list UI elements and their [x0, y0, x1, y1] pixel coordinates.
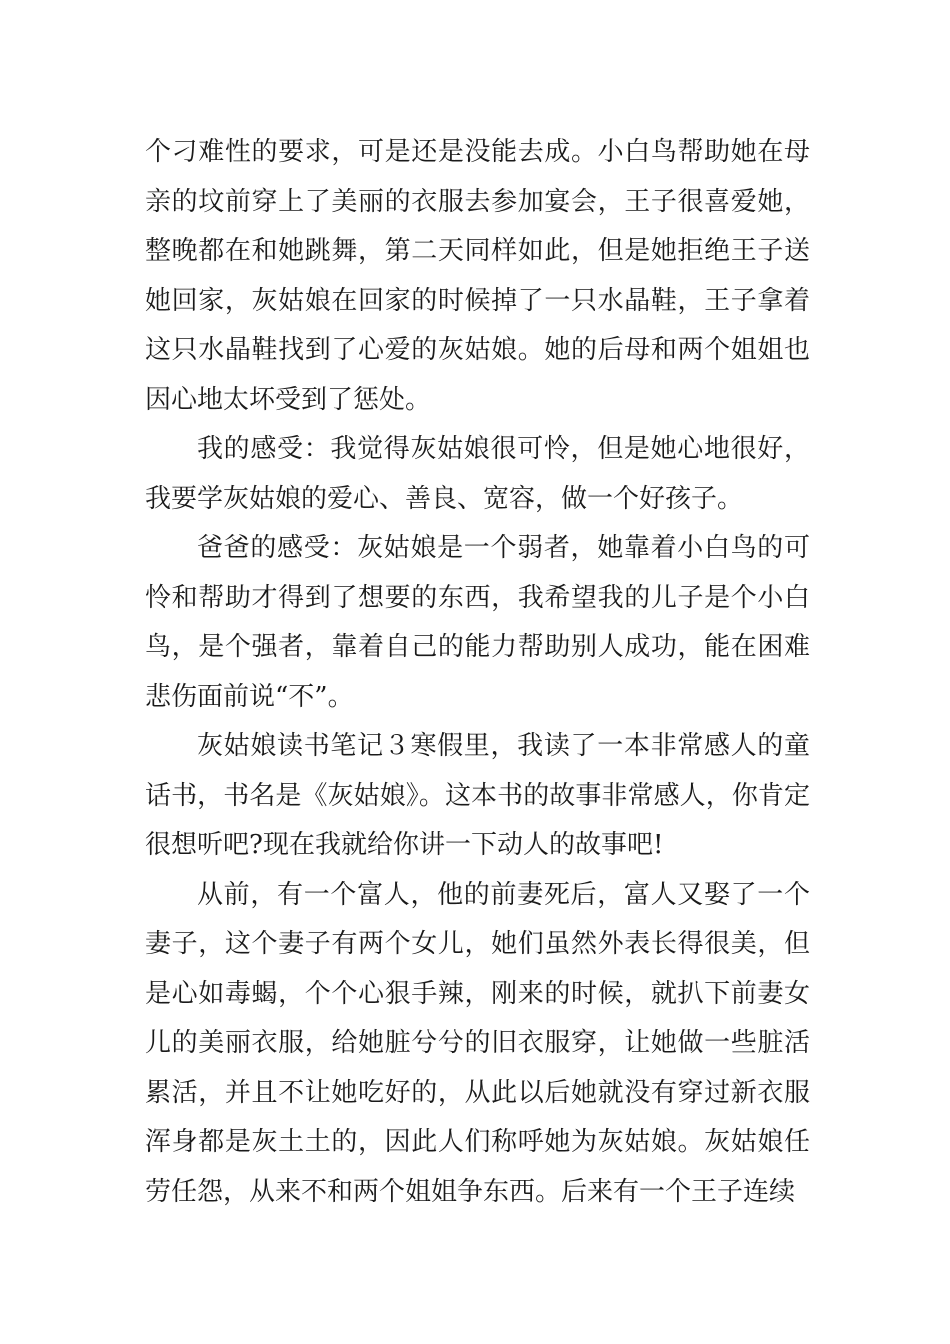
paragraph-reading-note-3: 灰姑娘读书笔记３寒假里，我读了一本非常感人的童话书，书名是《灰姑娘》。这本书的故事非常感人，你肯定很想听吧?现在我就给你讲一下动人的故事吧! — [145, 731, 810, 860]
paragraph-story: 从前，有一个富人，他的前妻死后，富人又娶了一个妻子，这个妻子有两个女儿，她们虽然外表长得很美，但是心如毒蝎，个个心狠手辣，刚来的时候，就扒下前妻女儿的美丽衣服，给她脏兮兮的旧衣服穿，让她做一些脏活累活，并且不让她吃好的，从此以后她就没有穿过新衣服浑身都是灰土土的，因此人们称呼她为灰姑娘。灰姑娘任劳任怨，从来不和两个姐姐争东西。后来有一个王子连续 — [145, 879, 810, 1207]
paragraph-my-feeling: 我的感受：我觉得灰姑娘很可怜，但是她心地很好，我要学灰姑娘的爱心、善良、宽容，做一个好孩子。 — [145, 434, 810, 514]
paragraph-continuation: 个刁难性的要求，可是还是没能去成。小白鸟帮助她在母亲的坟前穿上了美丽的衣服去参加宴会，王子很喜爱她，整晚都在和她跳舞，第二天同样如此，但是她拒绝王子送她回家，灰姑娘在回家的时候掉了一只水晶鞋，王子拿着这只水晶鞋找到了心爱的灰姑娘。她的后母和两个姐姐也因心地太坏受到了惩处。 — [145, 137, 810, 415]
document-body — [145, 128, 810, 1217]
paragraph-dad-feeling: 爸爸的感受：灰姑娘是一个弱者，她靠着小白鸟的可怜和帮助才得到了想要的东西，我希望我的儿子是个小白鸟，是个强者，靠着自己的能力帮助别人成功，能在困难悲伤面前说“不”。 — [145, 533, 810, 712]
